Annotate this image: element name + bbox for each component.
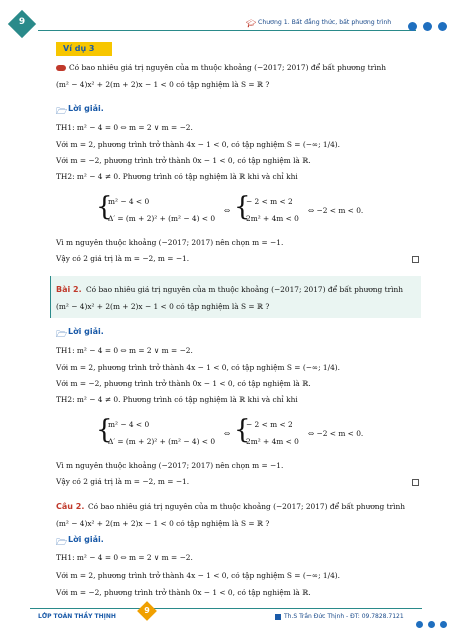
system-left-2: Δ′ = (m + 2)² + (m² − 4) < 0 <box>108 214 216 223</box>
footer-page-number: 9 <box>144 606 150 615</box>
mneg2-line: Với m = −2, phương trình trở thành 0x − 1 < 0, có tập nghiệm là ℝ. <box>56 379 311 388</box>
phone-icon <box>275 614 281 620</box>
conclusion-line1: Vì m nguyên thuộc khoảng (−2017; 2017) nên chọn m = −1. <box>56 461 284 470</box>
system-result: ⇔ −2 < m < 0. <box>308 206 364 215</box>
example-question-line2: (m² − 4)x² + 2(m + 2)x − 1 < 0 có tập nghiệm là S = ℝ ? <box>56 80 270 89</box>
conclusion-line2: Vậy có 2 giá trị là m = −2, m = −1. <box>56 477 190 486</box>
th1-line: TH1: m² − 4 = 0 ⇔ m = 2 ∨ m = −2. <box>56 553 193 562</box>
th1-line: TH1: m² − 4 = 0 ⇔ m = 2 ∨ m = −2. <box>56 123 193 132</box>
chapter-title: Chương 1. Bất đẳng thức, bất phương trình <box>258 19 392 26</box>
conclusion-line2: Vậy có 2 giá trị là m = −2, m = −1. <box>56 254 190 263</box>
solution-label: Lời giải. <box>68 535 104 544</box>
dot-icon <box>423 22 432 31</box>
toggle-icon <box>56 65 66 71</box>
example-question-line1: Có bao nhiêu giá trị nguyên của m thuộc khoảng (−2017; 2017) để bất phương trình <box>69 63 387 72</box>
dot-icon <box>440 621 447 628</box>
system-result: ⇔ −2 < m < 0. <box>308 429 364 438</box>
folder-icon: 🗁︎ <box>56 330 68 340</box>
solution-label: Lời giải. <box>68 327 104 336</box>
solution-label: Lời giải. <box>68 104 104 113</box>
folder-icon: 🗁︎ <box>56 107 68 117</box>
system-right-2: 2m² + 4m < 0 <box>246 214 299 223</box>
m2-line: Với m = 2, phương trình trở thành 4x − 1 < 0, có tập nghiệm S = (−∞; 1/4). <box>56 571 341 580</box>
footer-dots <box>416 613 447 632</box>
th1-line: TH1: m² − 4 = 0 ⇔ m = 2 ∨ m = −2. <box>56 346 193 355</box>
dot-icon <box>408 22 417 31</box>
mneg2-line: Với m = −2, phương trình trở thành 0x − 1 < 0, có tập nghiệm là ℝ. <box>56 588 311 597</box>
footer-brand: LỚP TOÁN THẦY THỊNH <box>38 613 116 620</box>
system-brace-right: { <box>234 415 251 445</box>
system-brace-left: { <box>96 192 113 222</box>
system-brace-left: { <box>96 415 113 445</box>
dot-icon <box>416 621 423 628</box>
th2-line: TH2: m² − 4 ≠ 0. Phương trình có tập nghiệm là ℝ khi và chỉ khi <box>56 172 298 181</box>
folder-icon: 🗁︎ <box>56 538 68 548</box>
system-right-1: − 2 < m < 2 <box>246 197 293 206</box>
system-left-2: Δ′ = (m + 2)² + (m² − 4) < 0 <box>108 437 216 446</box>
system-brace-right: { <box>234 192 251 222</box>
exercise-title: Bài 2. <box>56 285 82 294</box>
header-dots <box>408 16 447 35</box>
graduation-cap-icon: 🎓︎ <box>246 19 257 28</box>
conclusion-line1: Vì m nguyên thuộc khoảng (−2017; 2017) nên chọn m = −1. <box>56 238 284 247</box>
qed-icon <box>412 256 419 263</box>
footer-author: Th.S Trần Đức Thịnh - ĐT: 09.7828.7121 <box>284 613 404 620</box>
mneg2-line: Với m = −2, phương trình trở thành 0x − 1 < 0, có tập nghiệm là ℝ. <box>56 156 311 165</box>
question-title: Câu 2. <box>56 502 85 511</box>
dot-icon <box>438 22 447 31</box>
page-number: 9 <box>18 17 26 27</box>
exercise-question-line1: Có bao nhiêu giá trị nguyên của m thuộc khoảng (−2017; 2017) để bất phương trình <box>86 285 404 294</box>
m2-line: Với m = 2, phương trình trở thành 4x − 1 < 0, có tập nghiệm S = (−∞; 1/4). <box>56 363 341 372</box>
equiv-sign: ⇔ <box>224 206 231 215</box>
system-right-1: − 2 < m < 2 <box>246 420 293 429</box>
system-left-1: m² − 4 < 0 <box>108 197 150 206</box>
equiv-sign: ⇔ <box>224 429 231 438</box>
question-line2: (m² − 4)x² + 2(m + 2)x − 1 < 0 có tập nghiệm là S = ℝ ? <box>56 519 270 528</box>
exercise-question-line2: (m² − 4)x² + 2(m + 2)x − 1 < 0 có tập nghiệm là S = ℝ ? <box>56 302 270 311</box>
example-title: Ví dụ 3 <box>63 44 95 53</box>
system-left-1: m² − 4 < 0 <box>108 420 150 429</box>
system-right-2: 2m² + 4m < 0 <box>246 437 299 446</box>
footer-rule <box>30 608 422 609</box>
question-line1: Có bao nhiêu giá trị nguyên của m thuộc khoảng (−2017; 2017) để bất phương trình <box>88 502 406 511</box>
th2-line: TH2: m² − 4 ≠ 0. Phương trình có tập nghiệm là ℝ khi và chỉ khi <box>56 395 298 404</box>
qed-icon <box>412 479 419 486</box>
header-rule <box>38 30 416 31</box>
m2-line: Với m = 2, phương trình trở thành 4x − 1 < 0, có tập nghiệm S = (−∞; 1/4). <box>56 140 341 149</box>
dot-icon <box>428 621 435 628</box>
